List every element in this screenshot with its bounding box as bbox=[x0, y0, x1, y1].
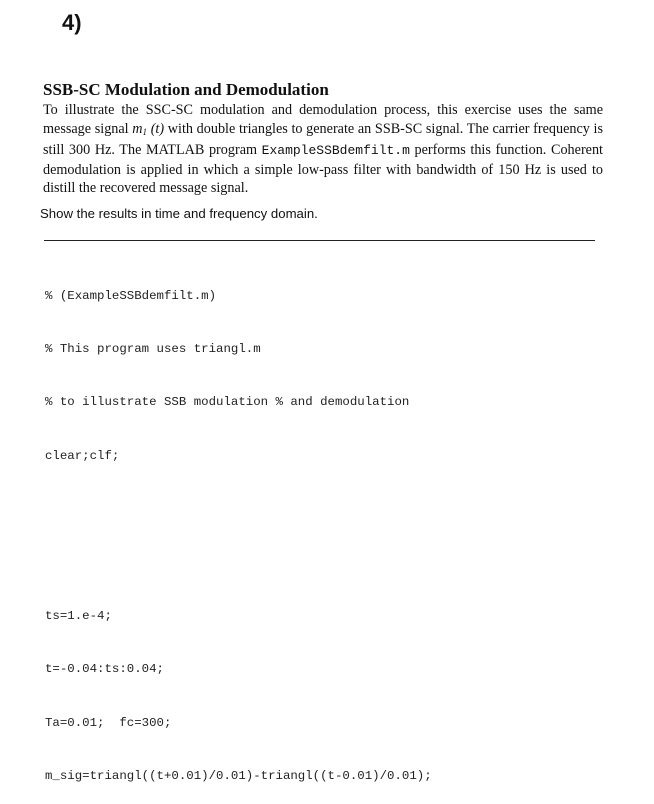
code-line: ts=1.e-4; bbox=[45, 608, 112, 623]
code-line: % This program uses triangl.m bbox=[45, 341, 261, 356]
para-text-3: performs this function. Coherent demodulation is applied in which a simple low-pass filter with bandwidth of 150 Hz is used to distill the recovered message signal. bbox=[43, 142, 603, 197]
divider bbox=[44, 240, 595, 241]
code-listing bbox=[45, 252, 432, 804]
signal-symbol: $m_1$ (t) bbox=[132, 120, 165, 137]
question-number: 4) bbox=[62, 10, 82, 35]
program-name: ExampleSSBdemfilt.m bbox=[261, 143, 410, 159]
code-line: t=-0.04:ts:0.04; bbox=[45, 662, 164, 677]
code-blank-line bbox=[45, 501, 432, 519]
exercise-paragraph bbox=[43, 101, 603, 198]
para-text-1: To illustrate the SSC-SC modulation and demodulation process, this exercise uses the same message signal bbox=[43, 102, 603, 137]
code-line: % (ExampleSSBdemfilt.m) bbox=[45, 288, 217, 303]
code-line: Ta=0.01; fc=300; bbox=[45, 715, 172, 730]
code-line: % to illustrate SSB modulation % and demodulation bbox=[45, 395, 410, 410]
code-line: clear;clf; bbox=[45, 448, 120, 463]
section-title: SSB-SC Modulation and Demodulation bbox=[43, 80, 329, 99]
code-blank-line bbox=[45, 555, 432, 573]
exercise-section bbox=[43, 80, 603, 198]
instruction-text: Show the results in time and frequency domain. bbox=[40, 206, 318, 221]
code-line: m_sig=triangl((t+0.01)/0.01)-triangl((t-0.01)/0.01); bbox=[45, 769, 432, 784]
para-text-2: with double triangles to generate an SSB-SC signal. The carrier frequency is still 300 Hz. The MATLAB program bbox=[43, 120, 603, 159]
